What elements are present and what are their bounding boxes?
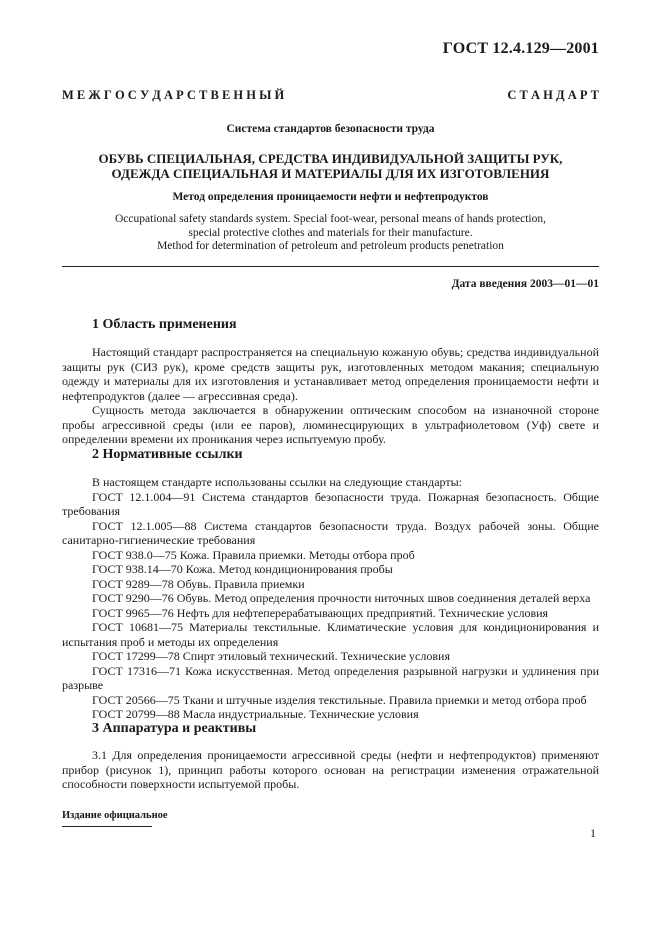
main-title-line-2: ОДЕЖДА СПЕЦИАЛЬНАЯ И МАТЕРИАЛЫ ДЛЯ ИХ ИЗГОТОВЛЕНИЯ (111, 166, 550, 181)
title-divider (62, 266, 599, 267)
introduction-date: Дата введения 2003—01—01 (451, 278, 599, 290)
reference-item: ГОСТ 12.1.004—91 Система стандартов безопасности труда. Пожарная безопасность. Общие требования (62, 489, 599, 518)
reference-item: ГОСТ 938.0—75 Кожа. Правила приемки. Методы отбора проб (92, 547, 415, 562)
section-1-body (62, 345, 599, 447)
section-3-heading: 3 Аппаратура и реактивы (92, 721, 257, 736)
english-title-line-3: Method for determination of petroleum and petroleum products penetration (157, 240, 504, 252)
reference-item: ГОСТ 9965—76 Нефть для нефтеперерабатывающих предприятий. Технические условия (92, 605, 549, 620)
interstate-standard-banner (62, 88, 599, 103)
main-title (62, 151, 599, 181)
section-3-paragraph-1: 3.1 Для определения проницаемости агрессивной среды (нефти и нефтепродуктов) применяют прибор (рисунок 1), принцип работы которого основан на регистрации изменения отражательной способности поверхности испытуемой пробы. (62, 748, 599, 791)
reference-item: ГОСТ 9289—78 Обувь. Правила приемки (92, 576, 305, 591)
english-title-line-2: special protective clothes and materials for their manufacture. (188, 226, 473, 239)
page-number: 1 (590, 826, 596, 840)
english-title-line-1: Occupational safety standards system. Special foot-wear, personal means of hands protection, (115, 213, 546, 225)
method-title: Метод определения проницаемости нефти и нефтепродуктов (172, 191, 489, 203)
footer-rule (62, 826, 152, 827)
reference-item: ГОСТ 9290—76 Обувь. Метод определения прочности ниточных швов соединения деталей верха (92, 591, 591, 605)
english-title (62, 213, 599, 254)
reference-item: ГОСТ 20566—75 Ткани и штучные изделия текстильные. Правила приемки и метод отбора проб (92, 692, 587, 707)
section-3-body (62, 748, 599, 792)
official-edition-label: Издание официальное (62, 810, 168, 821)
section-1-heading: 1 Область применения (92, 317, 237, 332)
reference-item: ГОСТ 17316—71 Кожа искусственная. Метод определения разрывной нагрузки и удлинения при разрыве (62, 663, 599, 692)
main-title-line-1: ОБУВЬ СПЕЦИАЛЬНАЯ, СРЕДСТВА ИНДИВИДУАЛЬНОЙ ЗАЩИТЫ РУК, (98, 151, 563, 166)
section-1-paragraph-2: Сущность метода заключается в обнаружении оптическим способом на изнаночной стороне пробы агрессивной среды (или ее паров), люминесцирующих в ультрафиолетовом (Уф) свете и определении времени их проникания через испытуемую пробу. (62, 403, 599, 446)
interstate-word: М Е Ж Г О С У Д А Р С Т В Е Н Н Ы Й (62, 88, 285, 102)
section-1-paragraph-1: Настоящий стандарт распространяется на специальную кожаную обувь; средства индивидуальной защиты рук (СИЗ рук), кроме средств защиты рук, изготовленных методом макания; специальную одежду и материалы для их изготовления и устанавливает метод определения проницаемости нефти и нефтепродуктов (далее — агрессивная среда). (62, 345, 599, 403)
system-title: Система стандартов безопасности труда (226, 123, 435, 135)
section-2-intro: В настоящем стандарте использованы ссылки на следующие стандарты: (92, 475, 463, 489)
standard-word: С Т А Н Д А Р Т (507, 88, 599, 102)
reference-item: ГОСТ 20799—88 Масла индустриальные. Технические условия (92, 707, 419, 721)
section-2-heading: 2 Нормативные ссылки (92, 447, 243, 462)
reference-item: ГОСТ 17299—78 Спирт этиловый технический. Технические условия (92, 649, 450, 663)
reference-item: ГОСТ 12.1.005—88 Система стандартов безопасности труда. Воздух рабочей зоны. Общие санитарно-гигиенические требования (62, 518, 599, 547)
document-code: ГОСТ 12.4.129—2001 (442, 40, 599, 57)
reference-item: ГОСТ 10681—75 Материалы текстильные. Климатические условия для кондиционирования и испытания проб и методы их определения (62, 620, 599, 649)
reference-item: ГОСТ 938.14—70 Кожа. Метод кондиционирования пробы (92, 562, 393, 576)
section-2-body (62, 475, 599, 722)
